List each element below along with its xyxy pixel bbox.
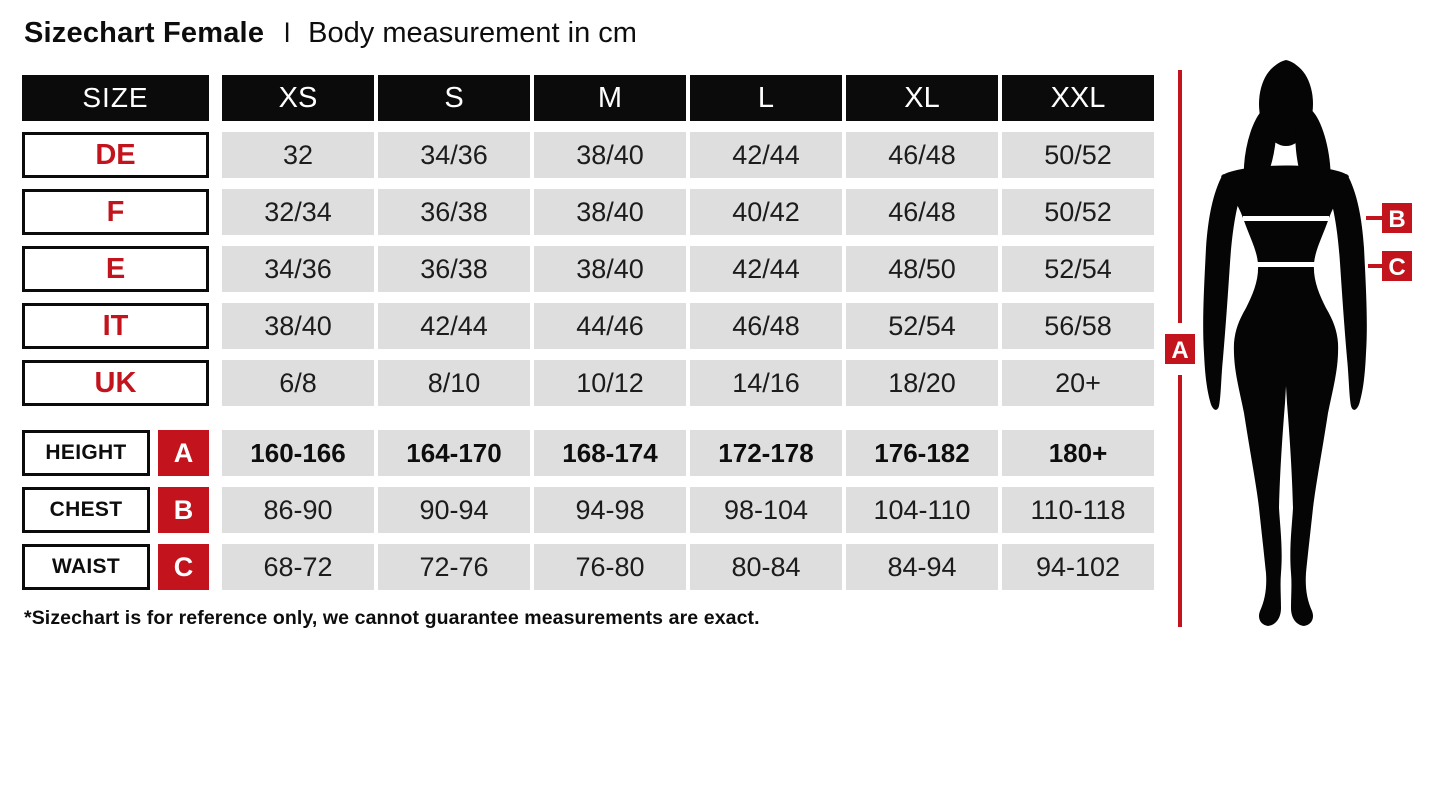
size-cell: 32 [222,132,374,178]
table-row [22,360,1154,406]
row-label-chest: CHEST [22,487,150,533]
table-row [22,544,1154,590]
size-cell: 38/40 [534,246,686,292]
table-row [22,246,1154,292]
table-row [22,132,1154,178]
female-silhouette [1203,60,1367,626]
marker-c-label: C [1388,254,1406,281]
size-column-headers [222,75,1154,121]
page-title [24,17,637,50]
table-header-row [22,75,1154,121]
measurement-cell: 72-76 [378,544,530,590]
measurement-cell: 94-98 [534,487,686,533]
measurement-label-slot [22,487,209,533]
size-table [22,75,1154,590]
measurement-cell: 68-72 [222,544,374,590]
measurement-cell: 86-90 [222,487,374,533]
waist-line [1257,262,1315,267]
size-cell: 40/42 [690,189,842,235]
size-cell: 8/10 [378,360,530,406]
region-size-rows [22,132,1154,406]
column-header-xs: XS [222,75,374,121]
size-cell: 46/48 [846,189,998,235]
size-cell: 46/48 [846,132,998,178]
size-cell: 36/38 [378,189,530,235]
measurement-cell: 168-174 [534,430,686,476]
column-header-l: L [690,75,842,121]
column-header-s: S [378,75,530,121]
title-main: Sizechart Female [24,17,265,49]
row-label-slot [22,132,209,178]
table-row [22,303,1154,349]
corner-slot [22,75,209,121]
measurement-cell: 84-94 [846,544,998,590]
size-cell: 10/12 [534,360,686,406]
measurement-cell: 104-110 [846,487,998,533]
size-cell: 52/54 [1002,246,1154,292]
size-cell: 50/52 [1002,189,1154,235]
row-label-e: E [22,246,209,292]
table-row [22,487,1154,533]
measurement-cell: 90-94 [378,487,530,533]
size-cell: 36/38 [378,246,530,292]
size-corner-header: SIZE [22,75,209,121]
size-cell: 34/36 [378,132,530,178]
size-cell: 38/40 [534,189,686,235]
size-cell: 48/50 [846,246,998,292]
size-cell: 42/44 [378,303,530,349]
row-label-waist: WAIST [22,544,150,590]
size-cell: 50/52 [1002,132,1154,178]
row-label-slot [22,360,209,406]
row-label-slot [22,303,209,349]
title-separator: l [284,18,291,48]
size-cell: 46/48 [690,303,842,349]
measurement-label-slot [22,430,209,476]
size-cell: 14/16 [690,360,842,406]
column-header-xxl: XXL [1002,75,1154,121]
column-header-m: M [534,75,686,121]
female-silhouette-figure [1163,58,1441,668]
marker-b-label: B [1388,206,1406,233]
section-gap [22,417,1154,419]
measurement-cell: 110-118 [1002,487,1154,533]
torso-and-legs [1221,166,1349,627]
measurement-cell: 160-166 [222,430,374,476]
figure-panel [1163,58,1441,668]
size-cell: 56/58 [1002,303,1154,349]
measurement-label-slot [22,544,209,590]
size-cell: 38/40 [222,303,374,349]
row-label-it: IT [22,303,209,349]
measurement-cell: 80-84 [690,544,842,590]
title-subtitle: Body measurement in cm [308,17,637,49]
marker-a-label: A [1171,337,1189,364]
measurement-cell: 76-80 [534,544,686,590]
row-label-height: HEIGHT [22,430,150,476]
size-cell: 18/20 [846,360,998,406]
measurement-cell: 94-102 [1002,544,1154,590]
footnote-text: *Sizechart is for reference only, we cannot guarantee measurements are exact. [24,607,760,629]
measurement-cell: 172-178 [690,430,842,476]
measurement-cell: 180+ [1002,430,1154,476]
size-cell: 32/34 [222,189,374,235]
marker-c-badge: C [158,544,209,590]
row-label-f: F [22,189,209,235]
size-cell: 20+ [1002,360,1154,406]
table-row [22,189,1154,235]
size-cell: 42/44 [690,246,842,292]
size-cell: 6/8 [222,360,374,406]
measurement-cell: 176-182 [846,430,998,476]
size-cell: 42/44 [690,132,842,178]
size-cell: 52/54 [846,303,998,349]
size-cell: 34/36 [222,246,374,292]
measurement-rows [22,430,1154,590]
row-label-de: DE [22,132,209,178]
row-label-slot [22,189,209,235]
row-label-slot [22,246,209,292]
size-cell: 44/46 [534,303,686,349]
column-header-xl: XL [846,75,998,121]
measurement-cell: 164-170 [378,430,530,476]
measurement-cell: 98-104 [690,487,842,533]
marker-a-badge: A [158,430,209,476]
row-label-uk: UK [22,360,209,406]
chest-line [1243,216,1329,221]
size-cell: 38/40 [534,132,686,178]
table-row [22,430,1154,476]
marker-b-badge: B [158,487,209,533]
